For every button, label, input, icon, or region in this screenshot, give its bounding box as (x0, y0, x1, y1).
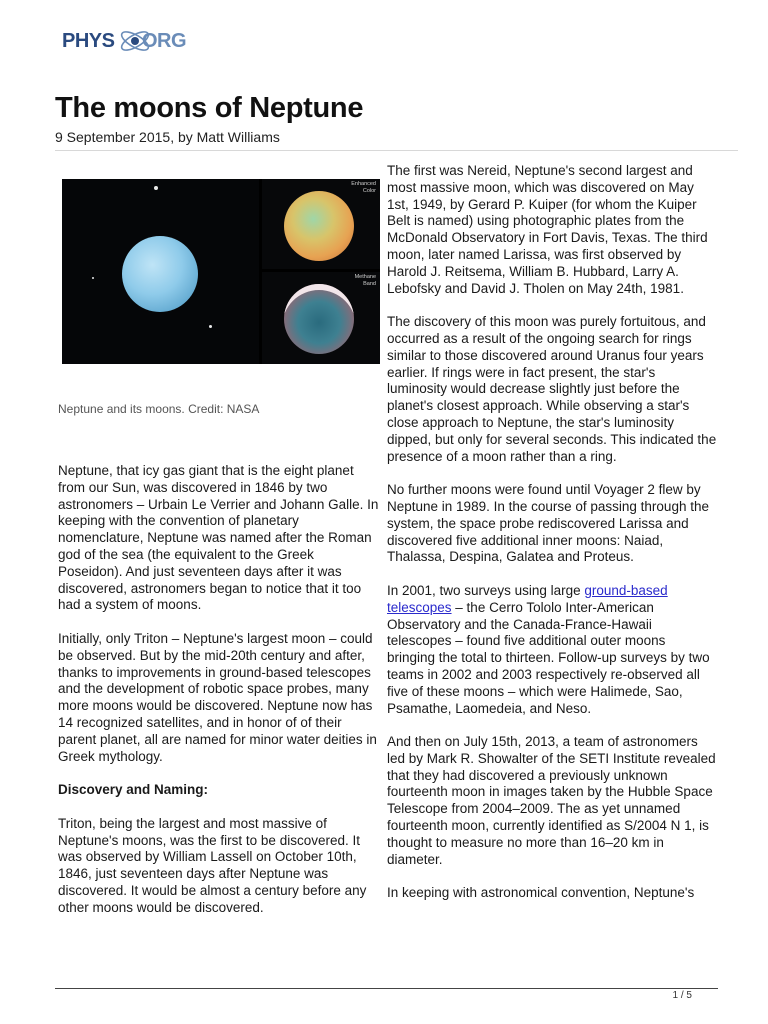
article-title: The moons of Neptune (55, 92, 364, 124)
left-column (58, 463, 382, 933)
logo-text-org: ORG (142, 30, 187, 52)
paragraph: Neptune, that icy gas giant that is the eight planet from our Sun, was discovered in 1846 by two astronomers – Urbain Le Verrier and Johann Galle. In keeping with the convention of planetary nomenclature, Neptune was named after the Roman god of the sea (the equivalent to the Greek Poseidon). And just seventeen days after it was discovered, astronomers began to notice that it too had a system of moons. (58, 463, 379, 613)
section-heading: Discovery and Naming: (58, 782, 209, 798)
moon-dot (154, 186, 158, 190)
neptune-enhanced-image (284, 191, 354, 261)
label-line: Band (363, 281, 376, 287)
methane-band-photo (262, 272, 380, 364)
neptune-methane-image (284, 284, 354, 354)
ground-based-telescopes-link[interactable]: ground-based telescopes (387, 582, 668, 615)
paragraph-text: – the Cerro Tololo Inter-American Observatory and the Canada-France-Hawaii telescopes – found five additional outer moons bringing the total to thirteen. Follow-up surveys by two teams in 2002 and 2003 respectively re-observed all five of these moons – which were Halimede, Sao, Psamathe, Laomedeia, and Neso. (387, 599, 710, 716)
footer-divider (55, 988, 718, 989)
neptune-moons-photo (62, 179, 259, 364)
label-line: Methane (354, 274, 376, 280)
paragraph: In keeping with astronomical convention, Neptune's (387, 885, 695, 901)
figure-caption: Neptune and its moons. Credit: NASA (58, 402, 260, 416)
header-divider (55, 150, 738, 151)
paragraph: The first was Nereid, Neptune's second largest and most massive moon, which was discovered on May 1st, 1949, by Gerard P. Kuiper (for whom the Kuiper Belt is named) using photographic plates from the McDonald Observatory in Fort Davis, Texas. The third moon, later named Larissa, was first observed by Harold J. Reitsema, William B. Hubbard, Larry A. Lebofsky and David J. Tholen on May 24th, 1981. (387, 163, 708, 296)
moon-dot (209, 325, 212, 328)
label-line: Color (362, 188, 376, 194)
paragraph (387, 583, 717, 717)
paragraph: And then on July 15th, 2013, a team of astronomers led by Mark R. Showalter of the SETI Institute revealed that they had discovered a previously unknown fourteenth moon in images taken by the Hubble Space Telescope from 2004–2009. The as yet unnamed fourteenth moon, currently identified as S/2004 N 1, is thought to measure no more than 16–20 km in diameter. (387, 734, 716, 867)
paragraph: The discovery of this moon was purely fortuitous, and occurred as a result of the ongoing search for rings similar to those discovered around Uranus four years earlier. If rings were in fact present, the star's luminosity would decrease slightly just before the planet's closest approach. While observing a star's close approach to Neptune, the star's luminosity dipped, but only for several seconds. This indicated the presence of a moon rather than a ring. (387, 314, 717, 464)
label-line: Enhanced (351, 181, 376, 187)
paragraph-text: In 2001, two surveys using large (387, 582, 585, 598)
neptune-figure (62, 179, 380, 364)
article-byline: 9 September 2015, by Matt Williams (55, 129, 280, 145)
paragraph: Initially, only Triton – Neptune's largest moon – could be observed. But by the mid-20th century and after, thanks to improvements in ground-based telescopes and the development of robotic space probes, many more moons would be discovered. Neptune now has 14 recognized satellites, and in honor of of their parent planet, all are named for minor water deities in Greek mythology. (58, 630, 377, 764)
neptune-planet-image (122, 236, 198, 312)
enhanced-color-label (351, 181, 376, 195)
enhanced-color-photo (262, 179, 380, 269)
methane-band-label (355, 274, 376, 288)
logo-text-phys: PHYS (62, 30, 115, 52)
moon-dot (92, 277, 94, 279)
paragraph: Triton, being the largest and most massive of Neptune's moons, was the first to be discovered. It was observed by William Lassell on October 10th, 1846, just seventeen days after Neptune was discovered. It would be almost a century before any other moons would be discovered. (58, 815, 367, 915)
right-column (387, 163, 717, 919)
page-number: 1 / 5 (672, 990, 692, 1001)
paragraph: No further moons were found until Voyager 2 flew by Neptune in 1989. In the course of passing through the system, the space probe rediscovered Larissa and discovered five additional inner moons: Naiad, Thalassa, Despina, Galatea and Proteus. (387, 482, 709, 565)
